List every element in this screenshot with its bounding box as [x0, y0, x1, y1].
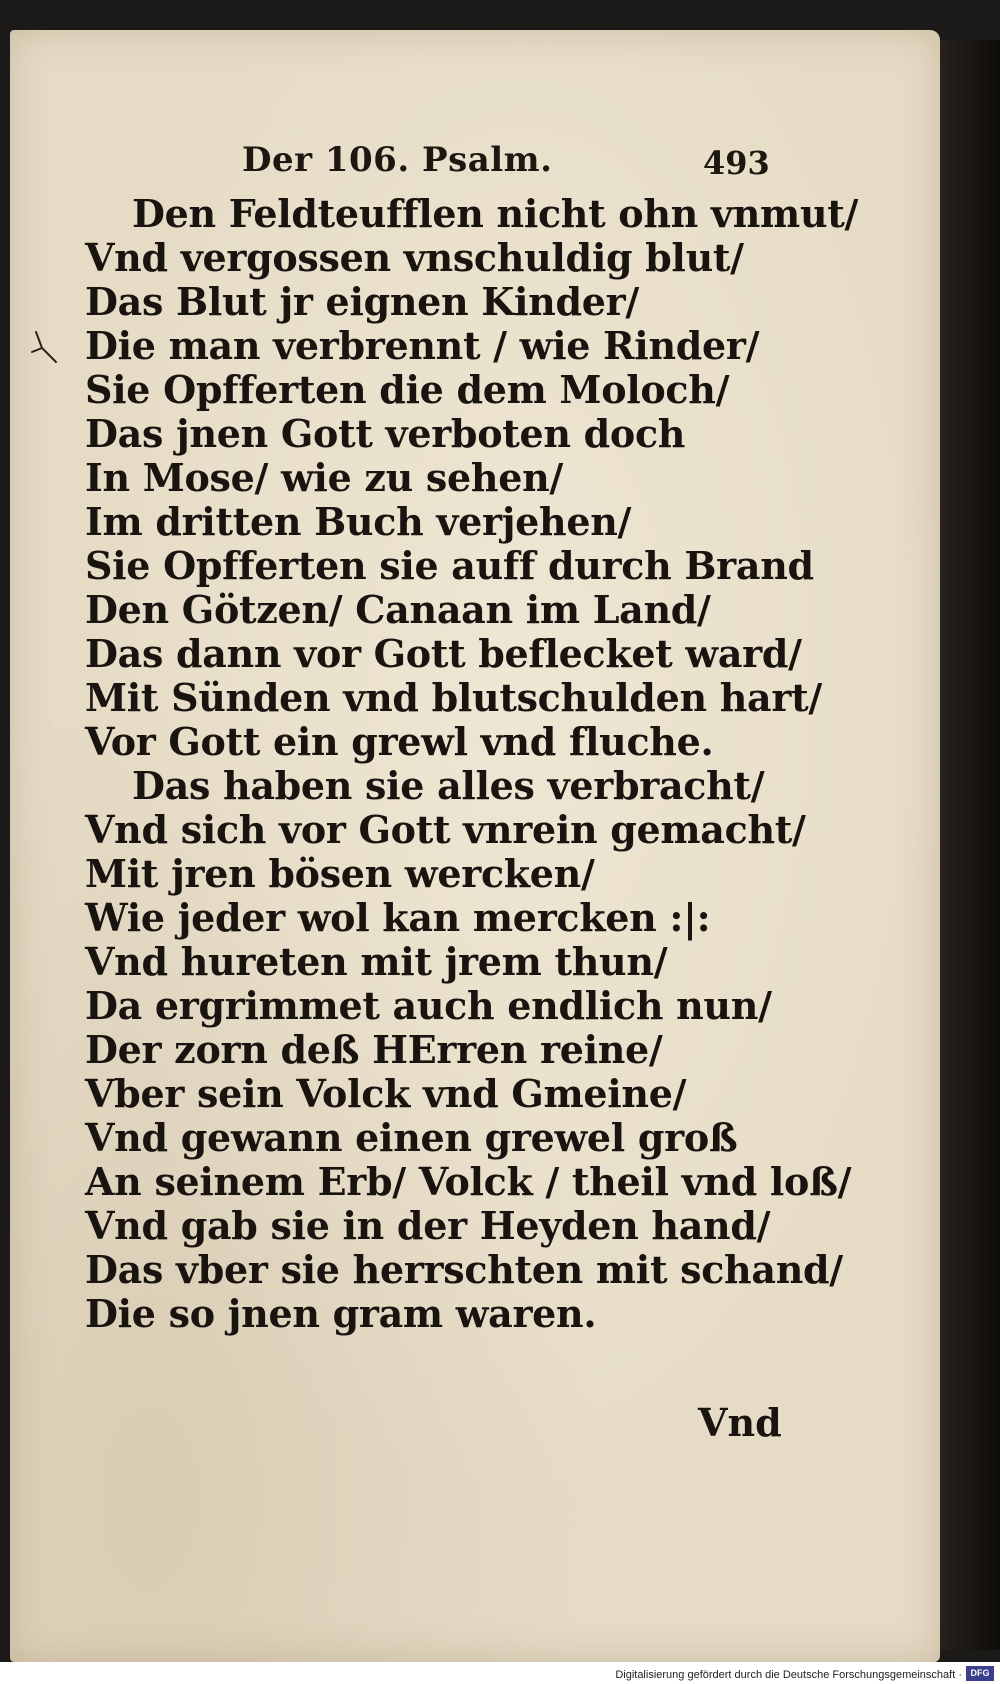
verse-line: Die so jnen gram waren. [85, 1291, 597, 1336]
verse-line: Da ergrimmet auch endlich nun/ [85, 983, 772, 1028]
verse-line: Den Feldteufflen nicht ohn vnmut/ [132, 191, 859, 236]
verse-line: Mit Sünden vnd blutschulden hart/ [85, 675, 822, 720]
verse-line: Vnd gab sie in der Heyden hand/ [85, 1203, 771, 1248]
footer-bar [0, 1662, 1000, 1684]
book-page [10, 30, 940, 1662]
verse-line: Sie Opfferten sie auff durch Brand [85, 543, 814, 588]
verse-line: Wie jeder wol kan mercken :|: [85, 895, 711, 940]
book-edge-shadow [930, 40, 1000, 1650]
verse-line: Vnd gewann einen grewel groß [85, 1115, 738, 1160]
verse-line: In Mose/ wie zu sehen/ [85, 455, 563, 500]
verse-line: Das Blut jr eignen Kinder/ [85, 279, 639, 324]
dfg-logo: DFG [966, 1666, 994, 1681]
verse-line: An seinem Erb/ Volck / theil vnd loß/ [85, 1159, 852, 1204]
verse-line: Die man verbrennt / wie Rinder/ [85, 323, 760, 368]
verse-line: Mit jren bösen wercken/ [85, 851, 595, 896]
verse-line: Vnd hureten mit jrem thun/ [85, 939, 668, 984]
verse-line: Das jnen Gott verboten doch [85, 411, 686, 456]
marginal-pen-mark [28, 328, 68, 368]
page-number: 493 [703, 144, 770, 182]
verse-line: Das dann vor Gott beflecket ward/ [85, 631, 802, 676]
catchword: Vnd [698, 1400, 782, 1445]
verse-line: Vnd sich vor Gott vnrein gemacht/ [85, 807, 806, 852]
verse-line: Das haben sie alles verbracht/ [132, 763, 765, 808]
verse-line: Das vber sie herrschten mit schand/ [85, 1247, 843, 1292]
running-head: Der 106. Psalm. [242, 140, 553, 180]
verse-line: Im dritten Buch verjehen/ [85, 499, 632, 544]
verse-line: Vber sein Volck vnd Gmeine/ [85, 1071, 687, 1116]
verse-line: Vnd vergossen vnschuldig blut/ [85, 235, 744, 280]
verse-line: Der zorn deß HErren reine/ [85, 1027, 663, 1072]
verse-line: Den Götzen/ Canaan im Land/ [85, 587, 711, 632]
verse-line: Vor Gott ein grewl vnd fluche. [85, 719, 714, 764]
verse-line: Sie Opfferten die dem Moloch/ [85, 367, 730, 412]
footer-credit: Digitalisierung gefördert durch die Deutsche Forschungsgemeinschaft · [615, 1669, 962, 1681]
